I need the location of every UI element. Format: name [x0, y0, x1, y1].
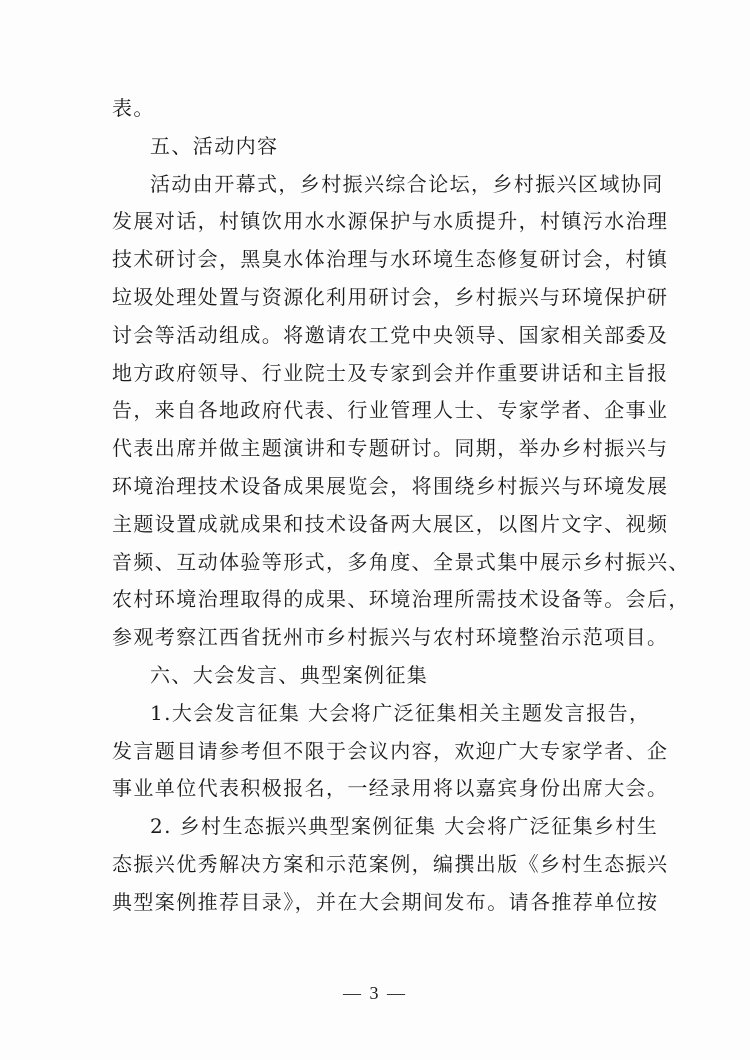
text-line: 2. 乡村生态振兴典型案例征集 大会将广泛征集乡村生 — [150, 814, 659, 839]
body-text — [112, 90, 690, 922]
text-line: 发言题目请参考但不限于会议内容，欢迎广大专家学者、企 — [112, 738, 669, 763]
text-line: 技术研讨会，黑臭水体治理与水环境生态修复研讨会，村镇 — [112, 247, 669, 272]
text-line: 典型案例推荐目录》，并在大会期间发布。请各推荐单位按 — [112, 889, 659, 914]
text-line: 告，来自各地政府代表、行业管理人士、专家学者、企事业 — [112, 398, 669, 423]
text-line: 主题设置成就成果和技术设备两大展区，以图片文字、视频 — [112, 511, 669, 536]
text-line: 代表出席并做主题演讲和专题研讨。同期，举办乡村振兴与 — [112, 436, 669, 461]
section-heading-six: 六、大会发言、典型案例征集 — [150, 662, 429, 687]
text-line: 地方政府领导、行业院士及专家到会并作重要讲话和主旨报 — [112, 360, 669, 385]
text-line: 音频、互动体验等形式，多角度、全景式集中展示乡村振兴、 — [112, 549, 690, 574]
text-line: 讨会等活动组成。将邀请农工党中央领导、国家相关部委及 — [112, 322, 669, 347]
text-line: 活动由开幕式，乡村振兴综合论坛，乡村振兴区域协同 — [150, 171, 664, 196]
section-heading-five: 五、活动内容 — [150, 133, 279, 158]
text-line: 态振兴优秀解决方案和示范案例，编撰出版《乡村生态振兴 — [112, 851, 669, 876]
text-line: 环境治理技术设备成果展览会，将围绕乡村振兴与环境发展 — [112, 473, 669, 498]
text-line: 参观考察江西省抚州市乡村振兴与农村环境整治示范项目。 — [112, 625, 669, 650]
text-line: 1.大会发言征集 大会将广泛征集相关主题发言报告， — [150, 700, 651, 725]
page-number: — 3 — — [343, 983, 407, 1003]
text-line: 农村环境治理取得的成果、环境治理所需技术设备等。会后， — [112, 587, 690, 612]
text-line: 发展对话，村镇饮用水水源保护与水质提升，村镇污水治理 — [112, 209, 669, 234]
text-line: 事业单位代表积极报名，一经录用将以嘉宾身份出席大会。 — [112, 776, 669, 801]
text-line: 表。 — [112, 96, 155, 120]
text-line: 垃圾处理处置与资源化利用研讨会，乡村振兴与环境保护研 — [112, 284, 669, 309]
